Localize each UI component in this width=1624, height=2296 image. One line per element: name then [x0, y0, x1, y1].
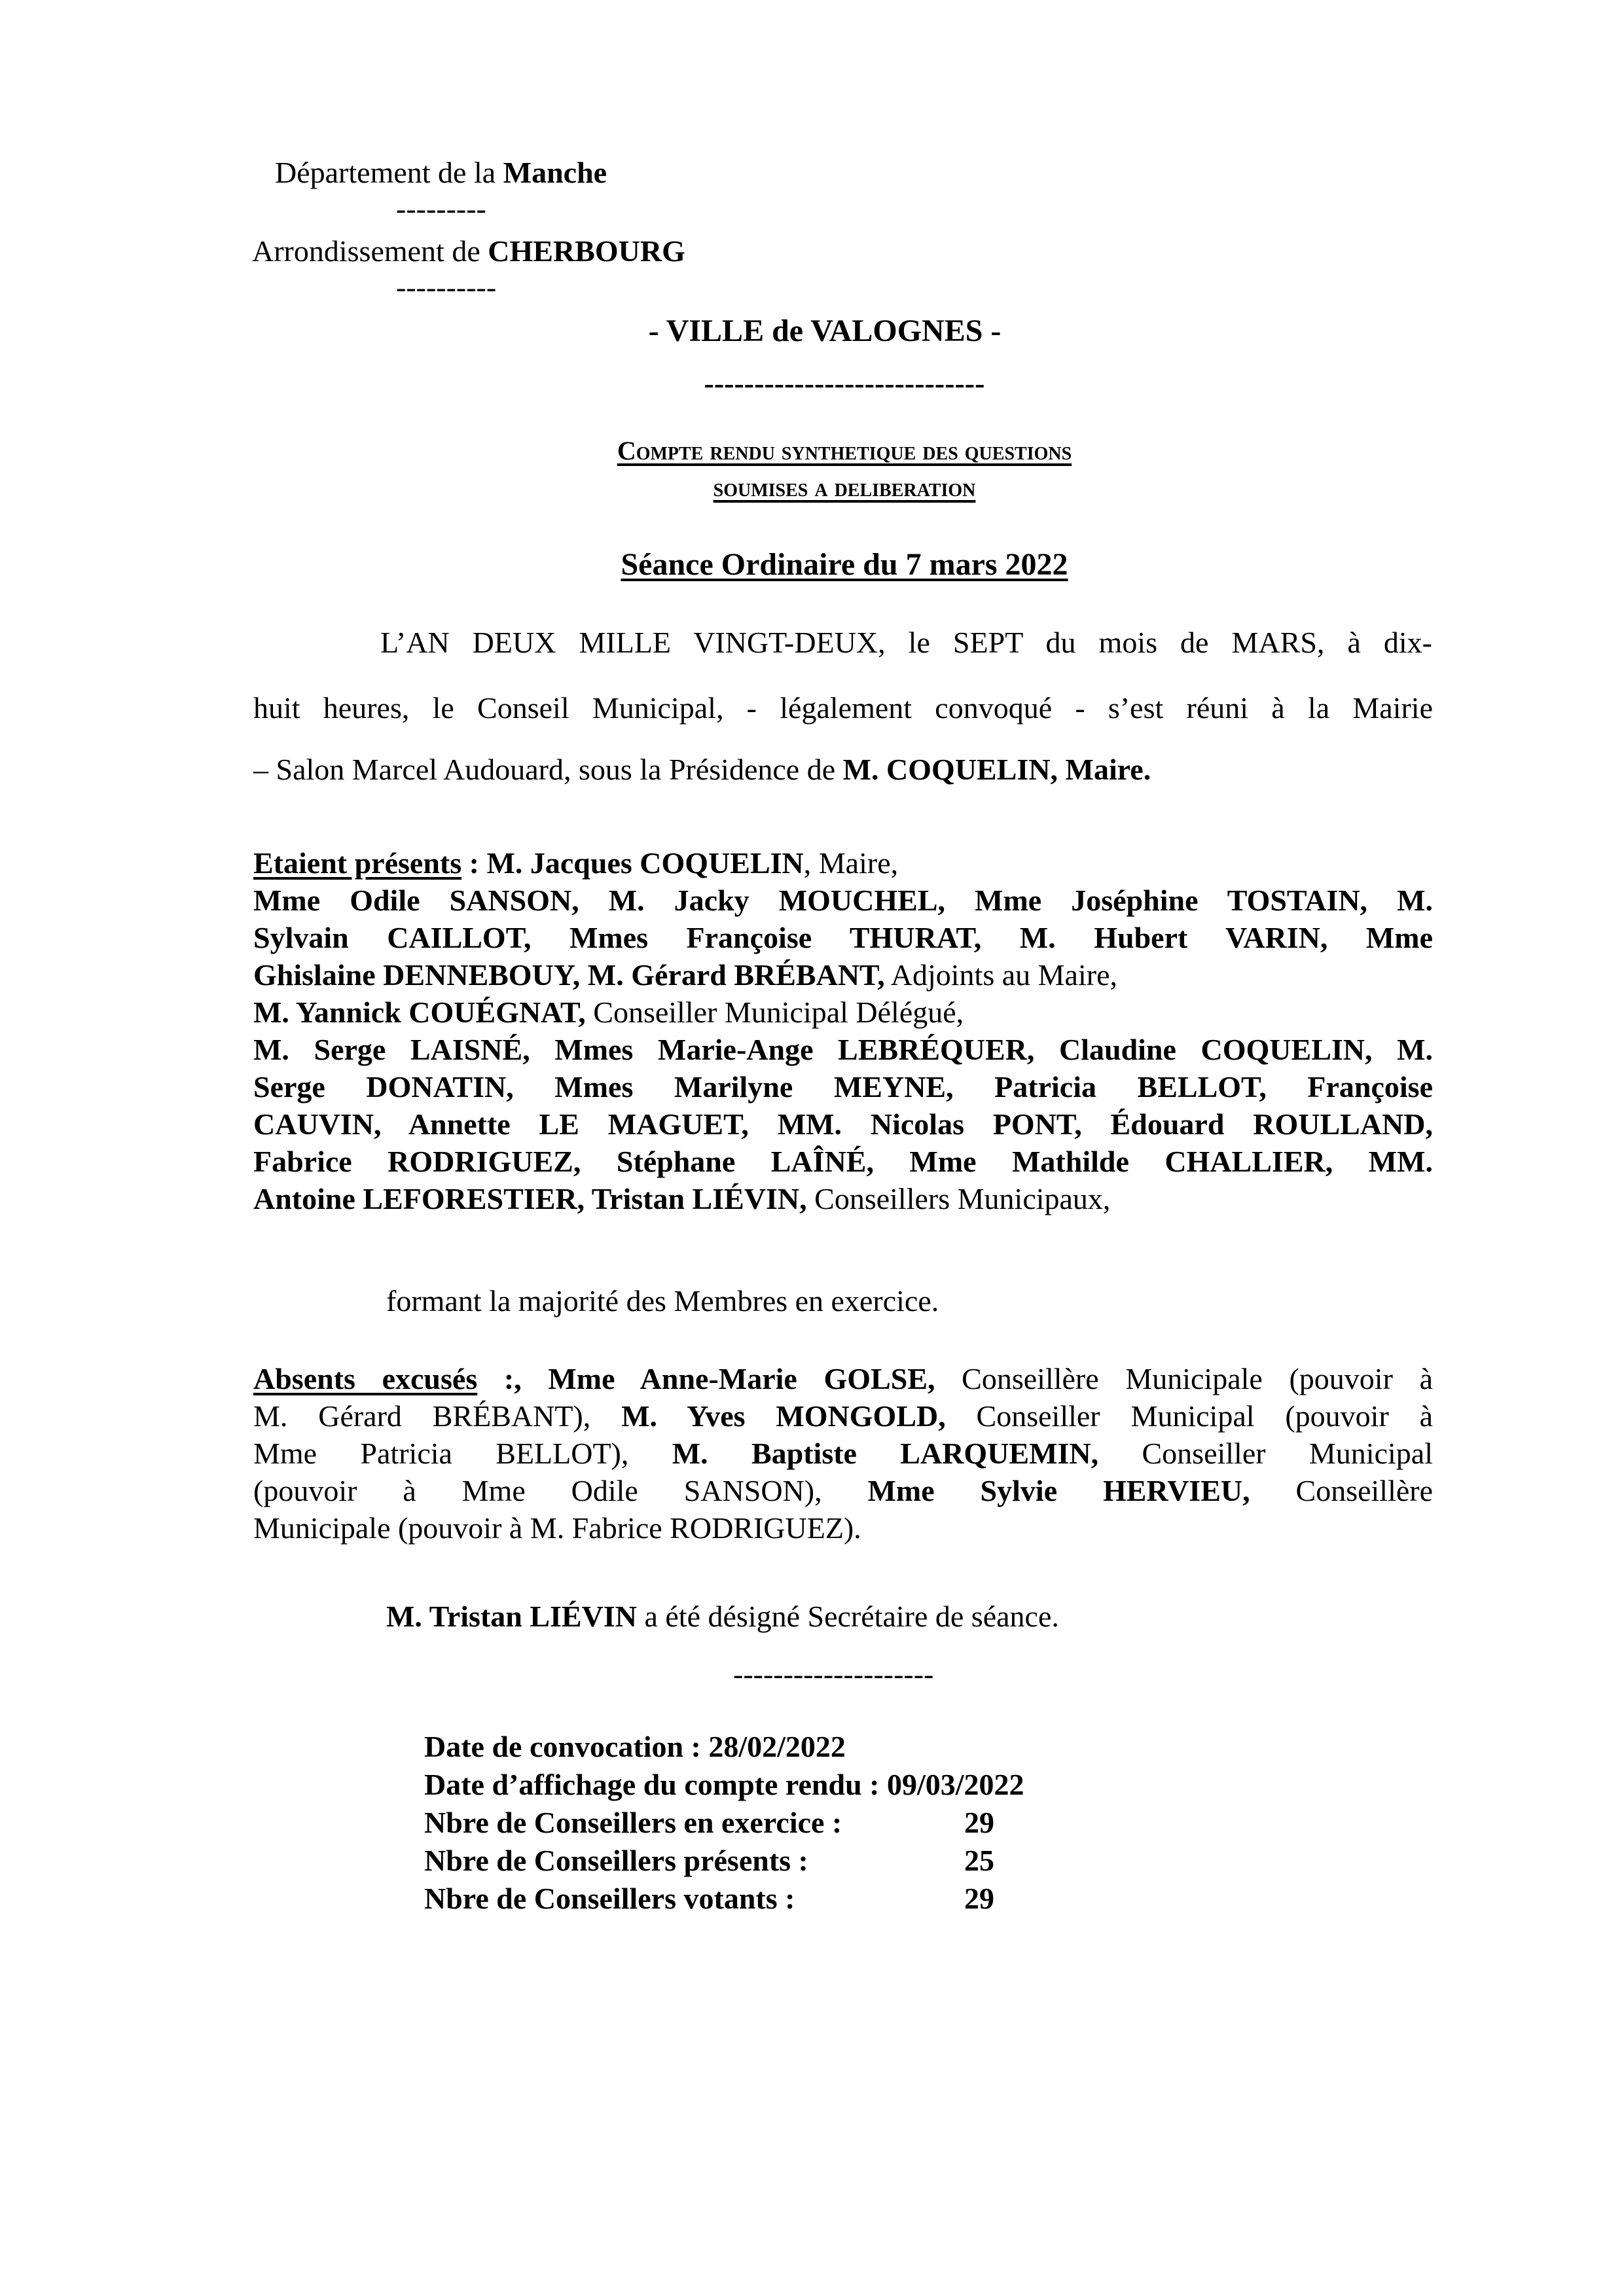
- presents-line-7: Serge DONATIN, Mmes Marilyne MEYNE, Patricia BELLOT, Françoise: [253, 1070, 1433, 1103]
- departement-name: Manche: [503, 156, 607, 189]
- presents-line-1: [253, 844, 1433, 882]
- presents-colon: :: [461, 846, 487, 880]
- secretaire-line: [386, 1598, 1059, 1635]
- pouvoir-brebant: M. Gérard BRÉBANT),: [253, 1399, 622, 1433]
- summary-row-4: [424, 1843, 994, 1878]
- presents-block: [253, 844, 1433, 1217]
- arrondissement-line: [252, 233, 685, 270]
- presents-delegue-role: Conseiller Municipal Délégué,: [585, 996, 964, 1029]
- summary-row-1: [424, 1729, 961, 1764]
- summary-label-presents: Nbre de Conseillers présents :: [424, 1844, 808, 1877]
- summary-label-votants: Nbre de Conseillers votants :: [424, 1882, 795, 1915]
- document-title-line-1: Compte rendu synthetique des questions: [617, 436, 1072, 465]
- majorite-line: formant la majorité des Membres en exercice.: [386, 1284, 939, 1318]
- summary-value-presents: 25: [964, 1844, 994, 1877]
- pouvoir-sanson: (pouvoir à Mme Odile SANSON),: [253, 1474, 868, 1507]
- presents-line-2: Mme Odile SANSON, M. Jacky MOUCHEL, Mme Joséphine TOSTAIN, M.: [253, 884, 1433, 917]
- absents-line-2: [253, 1397, 1433, 1435]
- presents-line-9: Fabrice RODRIGUEZ, Stéphane LAÎNÉ, Mme Mathilde CHALLIER, MM.: [253, 1145, 1433, 1178]
- summary-label-exercice: Nbre de Conseillers en exercice :: [424, 1806, 842, 1839]
- presents-conseillers-last: Antoine LEFORESTIER, Tristan LIÉVIN,: [253, 1182, 807, 1215]
- absents-block: [253, 1360, 1433, 1547]
- presents-maire-role: , Maire,: [803, 846, 899, 880]
- ville-title: - VILLE de VALOGNES -: [648, 314, 1001, 348]
- presents-conseillers-role: Conseillers Municipaux,: [806, 1182, 1111, 1215]
- seance-title: Séance Ordinaire du 7 mars 2022: [621, 547, 1068, 582]
- presents-adjoints-names: Ghislaine DENNEBOUY, M. Gérard BRÉBANT,: [253, 958, 885, 992]
- absents-line-3: [253, 1435, 1433, 1472]
- summary-value-votants: 29: [964, 1882, 994, 1915]
- presents-line-3: Sylvain CAILLOT, Mmes Françoise THURAT, M. Hubert VARIN, Mme: [253, 921, 1433, 954]
- separator-4: --------------------: [733, 1657, 934, 1691]
- arrondissement-prefix: Arrondissement de: [252, 234, 488, 268]
- absents-line-4: [253, 1472, 1433, 1509]
- summary-row-2: [424, 1767, 1024, 1802]
- summary-row-5: [424, 1881, 994, 1916]
- separator-3: ----------------------------: [704, 367, 985, 400]
- absent-larquemin-role: Conseiller Municipal: [1098, 1437, 1433, 1470]
- presents-label: Etaient présents: [253, 846, 462, 880]
- departement-line: [275, 154, 607, 191]
- presents-adjoints-role: Adjoints au Maire,: [884, 958, 1117, 992]
- absents-label: Absents excusés: [253, 1362, 478, 1395]
- document-title-line-2: soumises a deliberation: [713, 473, 976, 502]
- presents-line-4: [253, 956, 1433, 994]
- absent-mongold-role: Conseiller Municipal (pouvoir à: [945, 1399, 1433, 1433]
- absent-hervieu-role: Conseillère: [1250, 1474, 1434, 1507]
- presents-line-10: [253, 1180, 1433, 1217]
- presents-delegue-name: M. Yannick COUÉGNAT,: [253, 996, 586, 1029]
- absent-hervieu: Mme Sylvie HERVIEU,: [867, 1474, 1250, 1507]
- departement-prefix: Département de la: [275, 156, 503, 189]
- secretaire-name: M. Tristan LIÉVIN: [386, 1600, 637, 1633]
- pouvoir-bellot: Mme Patricia BELLOT),: [253, 1437, 672, 1470]
- arrondissement-name: CHERBOURG: [488, 234, 685, 268]
- summary-value-exercice: 29: [964, 1806, 994, 1839]
- absents-line-1: [253, 1360, 1433, 1397]
- absent-golse-role: Conseillère Municipale (pouvoir à: [935, 1362, 1433, 1395]
- presents-line-8: CAUVIN, Annette LE MAGUET, MM. Nicolas PONT, Édouard ROULLAND,: [253, 1107, 1433, 1141]
- intro-line-1: L’AN DEUX MILLE VINGT-DEUX, le SEPT du mois de MARS, à dix-: [380, 626, 1432, 659]
- maire-name: M. COQUELIN, Maire.: [842, 753, 1151, 786]
- presents-line-5: [253, 994, 1433, 1031]
- presents-line-6: M. Serge LAISNÉ, Mmes Marie-Ange LEBRÉQUER, Claudine COQUELIN, M.: [253, 1033, 1433, 1066]
- absent-mongold: M. Yves MONGOLD,: [621, 1399, 946, 1433]
- presents-maire: M. Jacques COQUELIN: [486, 846, 804, 880]
- summary-label-convocation: Date de convocation : 28/02/2022: [424, 1730, 846, 1763]
- separator-2: ----------: [396, 270, 497, 304]
- summary-label-affichage: Date d’affichage du compte rendu : 09/03/2022: [424, 1768, 1024, 1801]
- absent-golse: Mme Anne-Marie GOLSE,: [548, 1362, 935, 1395]
- intro-line-3-prefix: – Salon Marcel Audouard, sous la Présidence de: [253, 753, 843, 786]
- absents-line-5: Municipale (pouvoir à M. Fabrice RODRIGUEZ).: [253, 1511, 861, 1545]
- absents-colon: :,: [477, 1362, 549, 1395]
- secretaire-role: a été désigné Secrétaire de séance.: [636, 1600, 1059, 1633]
- intro-line-3: [253, 751, 1151, 788]
- intro-line-2: huit heures, le Conseil Municipal, - légalement convoqué - s’est réuni à la Mairie: [253, 691, 1433, 725]
- separator-1: ---------: [396, 192, 486, 225]
- absent-larquemin: M. Baptiste LARQUEMIN,: [672, 1437, 1099, 1470]
- summary-row-3: [424, 1805, 994, 1840]
